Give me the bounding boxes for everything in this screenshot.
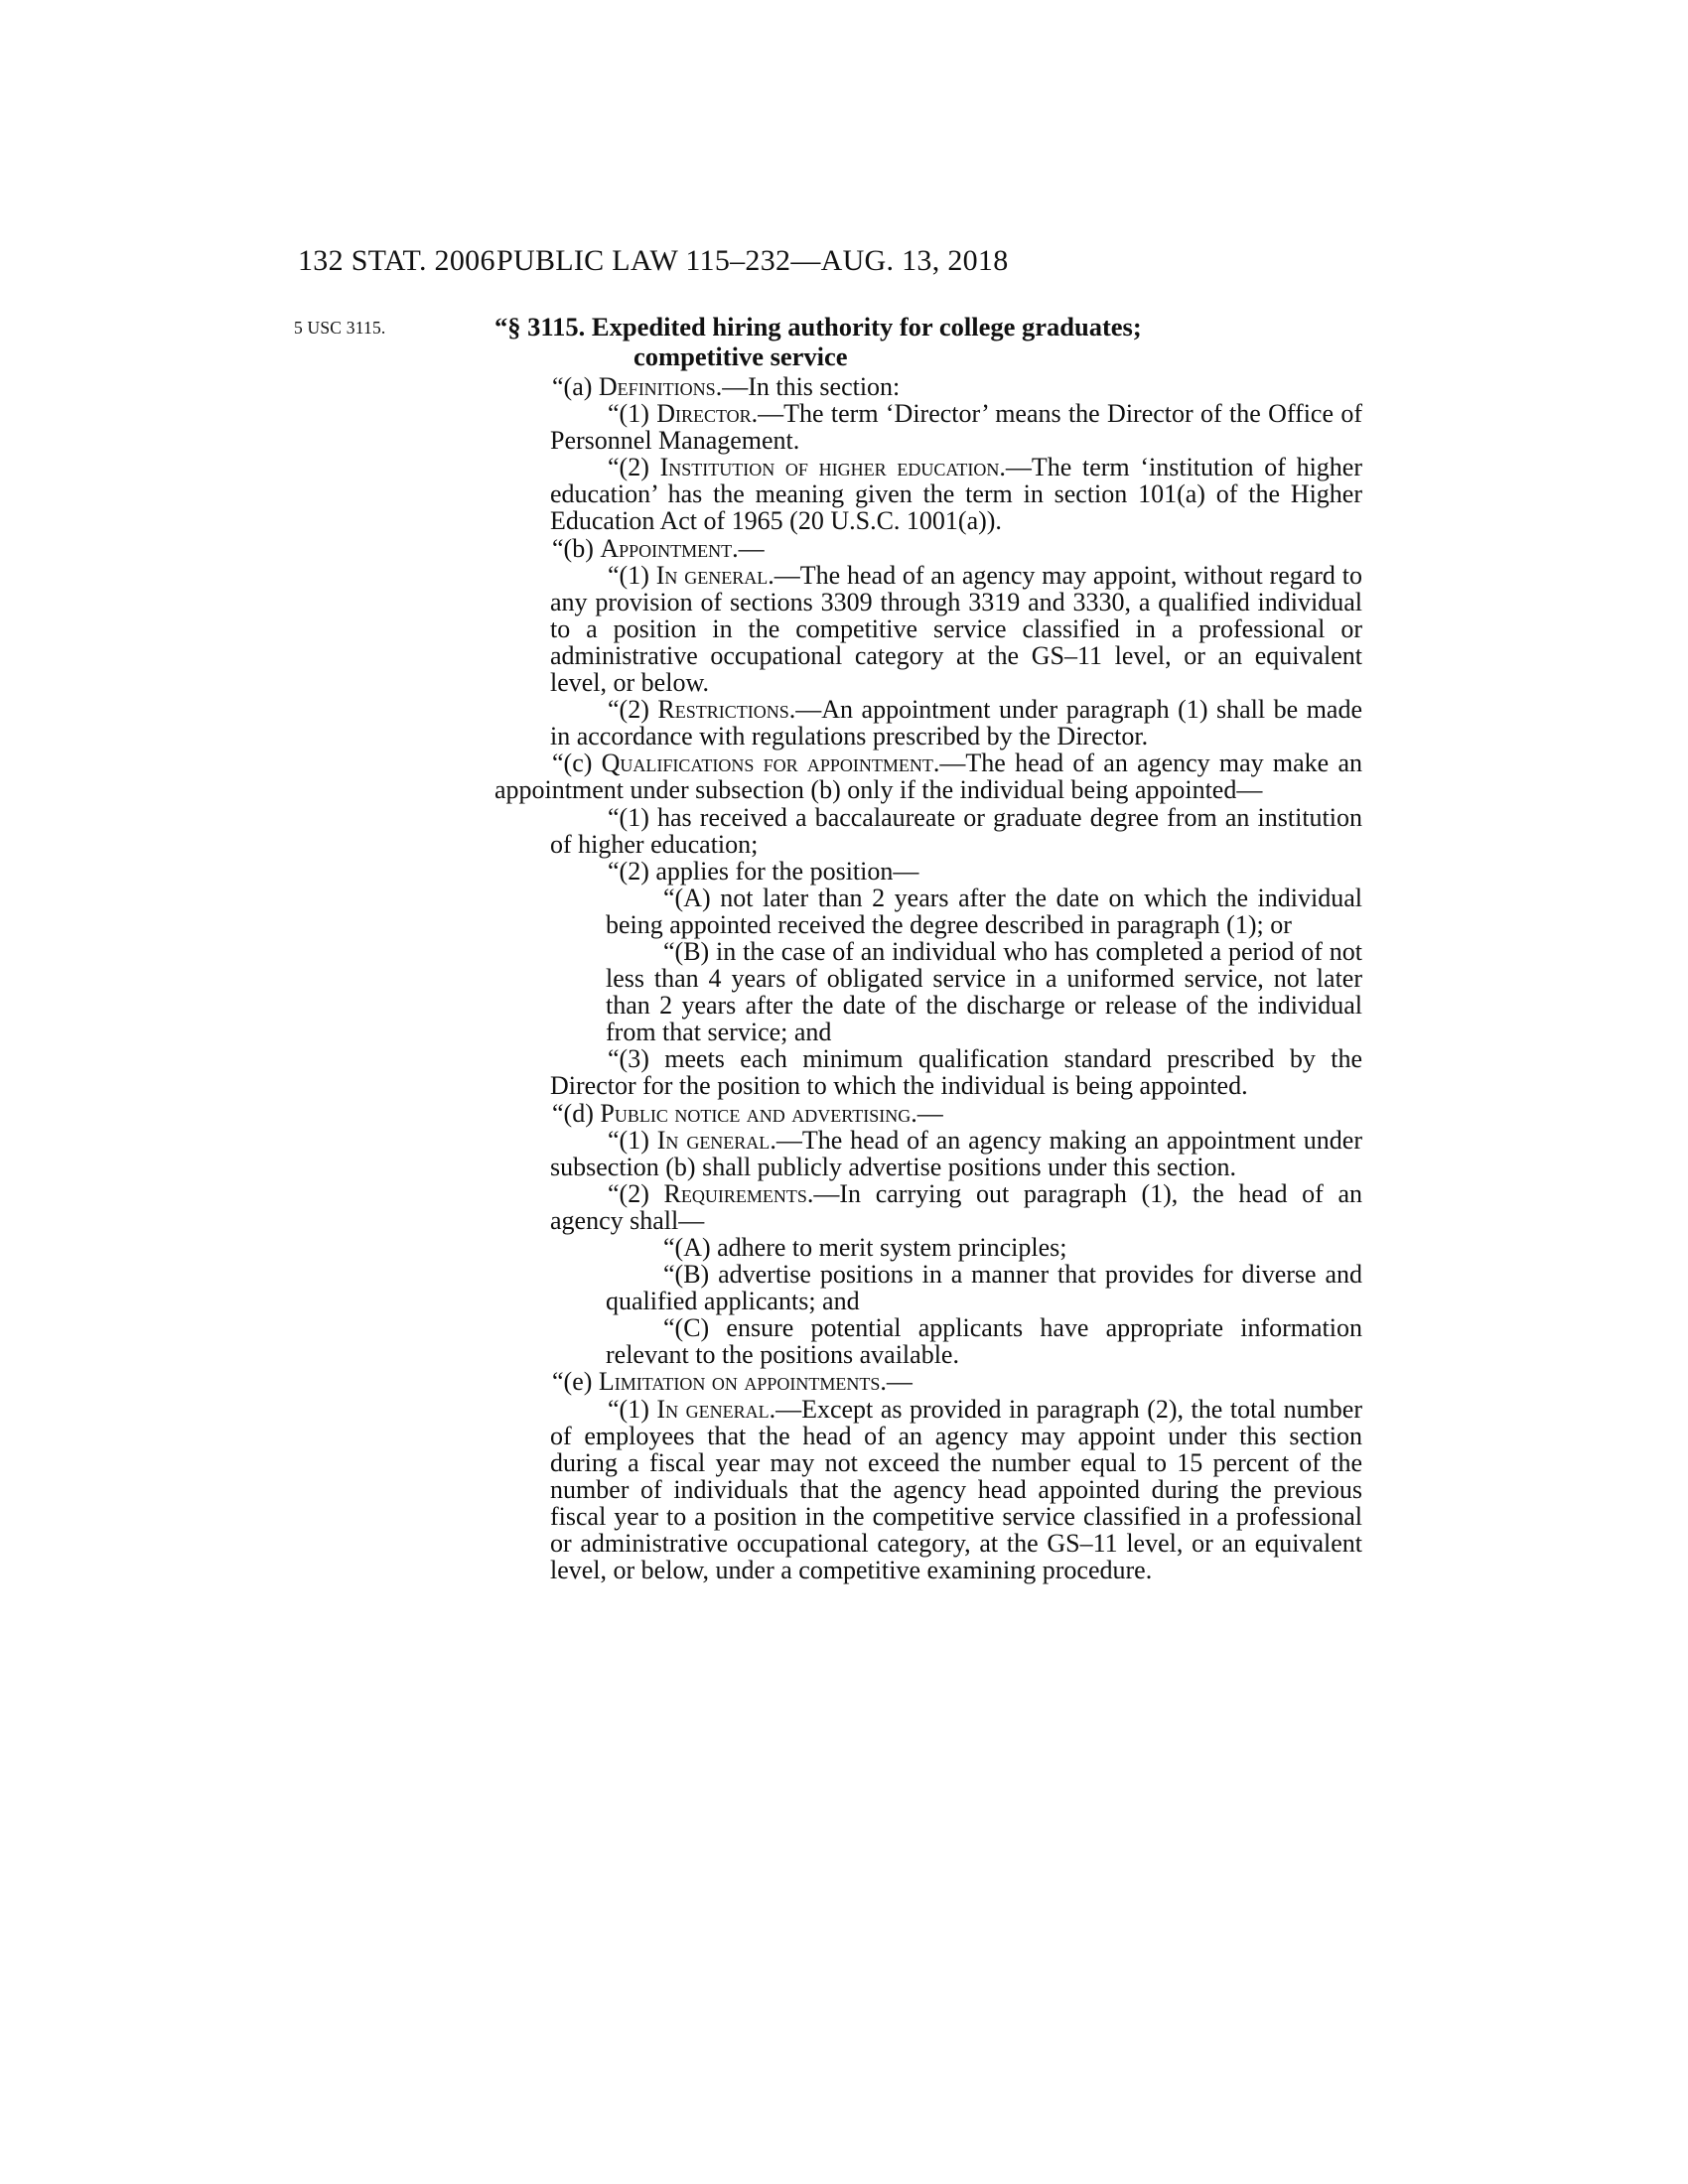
paragraph-d1-text: .—The head of an agency making an appointment under subsection (b) shall publicly advertise positions under this section. (550, 1125, 1362, 1181)
margin-note: 5 USC 3115. (294, 318, 386, 338)
section-heading-line1: “§ 3115. Expedited hiring authority for college graduates; (494, 312, 1142, 341)
paragraph-c3: “(3) meets each minimum qualification standard prescribed by the Director for the position to which the individual is being appointed. (550, 1044, 1362, 1101)
subsection-d-heading: Public notice and advertising (600, 1098, 912, 1128)
subparagraph-c2A: “(A) not later than 2 years after the date on which the individual being appointed received the degree described in paragraph (1); or (606, 883, 1362, 939)
paragraph-a2-label: “(2) (608, 453, 660, 482)
paragraph-b1 (494, 562, 1362, 696)
subsection-d (494, 1100, 1362, 1127)
subsection-c-heading: Qualifications for appointment (601, 749, 933, 778)
paragraph-d1-label: “(1) (608, 1125, 657, 1155)
paragraph-d1-heading: In general (656, 1125, 771, 1155)
subsection-e-heading: Limitation on appointments (598, 1367, 881, 1397)
subsection-e-label: “(e) (552, 1367, 599, 1397)
stat-citation: 132 STAT. 2006 (298, 244, 495, 277)
subparagraph-c2B: “(B) in the case of an individual who has completed a period of not less than 4 years of obligated service in a uniformed service, not later than 2 years after the date of the discharge or release of the individual from that service; and (606, 936, 1362, 1047)
paragraph-a1 (494, 400, 1362, 454)
paragraph-a1-label: “(1) (608, 399, 657, 429)
paragraph-a2-heading: Institution of higher education (659, 453, 1000, 482)
subsection-b-heading: Appointment (600, 533, 733, 563)
paragraph-b1-heading: In general (655, 560, 769, 590)
subsection-e-text: .— (880, 1367, 913, 1397)
paragraph-e1-text: .—Except as provided in paragraph (2), the total number of employees that the head of an agency may appoint under this section during a fiscal year may not exceed the number equal to 15 percent of the number of individuals that the agency head appointed during the previous fiscal year to a position in the competitive service classified in a professional or administrative occupational category, at the GS–11 level, or an equivalent level, or below, under a competitive examining procedure. (550, 1394, 1363, 1585)
paragraph-b2-text: .—An appointment under paragraph (1) shall be made in accordance with regulations prescribed by the Director. (550, 695, 1362, 751)
subsection-c-label: “(c) (552, 749, 602, 778)
paragraph-b2-heading: Restrictions (657, 695, 789, 725)
subsection-a (494, 373, 1362, 400)
paragraph-d2 (494, 1180, 1362, 1234)
paragraph-e1 (494, 1396, 1362, 1584)
section-heading-line2: competitive service (633, 341, 848, 371)
subsection-a-label: “(a) (552, 372, 599, 401)
paragraph-b1-text: .—The head of an agency may appoint, without regard to any provision of sections 3309 through 3319 and 3330, a qualified individual to a position in the competitive service classified in a professional or administrative occupational category at the GS–11 level, or an equivalent level, or below. (550, 560, 1363, 698)
paragraph-b2-label: “(2) (608, 695, 658, 725)
paragraph-a1-text: .—The term ‘Director’ means the Director of the Office of Personnel Management. (550, 399, 1363, 456)
paragraph-d2-text: .—In carrying out paragraph (1), the head of an agency shall— (550, 1178, 1363, 1235)
paragraph-a2-text: .—The term ‘institution of higher education’ has the meaning given the term in section 101(a) of the Higher Education Act of 1965 (20 U.S.C. 1001(a)). (550, 453, 1362, 536)
paragraph-a2 (494, 454, 1362, 534)
subsection-a-heading: Definitions (598, 372, 716, 401)
section-heading (494, 312, 1364, 371)
subsection-c (494, 750, 1362, 803)
paragraph-a1-heading: Director (656, 399, 752, 429)
subsection-d-label: “(d) (552, 1098, 601, 1128)
subparagraph-d2B: “(B) advertise positions in a manner that provides for diverse and qualified applicants; and (606, 1260, 1362, 1316)
paragraph-c2: “(2) applies for the position— (608, 856, 919, 886)
subsection-b-label: “(b) (552, 533, 601, 563)
subsection-b-text: .— (732, 533, 765, 563)
subsection-c-text: .—The head of an agency may make an appointment under subsection (b) only if the individual being appointed— (494, 749, 1363, 805)
paragraph-c1: “(1) has received a baccalaureate or graduate degree from an institution of higher education; (550, 802, 1362, 859)
subparagraph-d2C: “(C) ensure potential applicants have appropriate information relevant to the positions available. (606, 1313, 1362, 1370)
section-body (494, 373, 1362, 1583)
subsection-a-text: .—In this section: (715, 372, 901, 401)
subsection-d-text: .— (911, 1098, 943, 1128)
paragraph-d1 (494, 1127, 1362, 1180)
paragraph-e1-label: “(1) (608, 1394, 657, 1424)
paragraph-e1-heading: In general (656, 1394, 770, 1424)
running-head: PUBLIC LAW 115–232—AUG. 13, 2018 (496, 244, 1009, 277)
paragraph-b1-label: “(1) (608, 560, 656, 590)
subsection-e (494, 1368, 1362, 1395)
paragraph-d2-label: “(2) (608, 1178, 664, 1208)
paragraph-b2 (494, 696, 1362, 750)
paragraph-d2-heading: Requirements (663, 1178, 807, 1208)
subsection-b (494, 535, 1362, 562)
subparagraph-d2A: “(A) adhere to merit system principles; (663, 1233, 1067, 1262)
